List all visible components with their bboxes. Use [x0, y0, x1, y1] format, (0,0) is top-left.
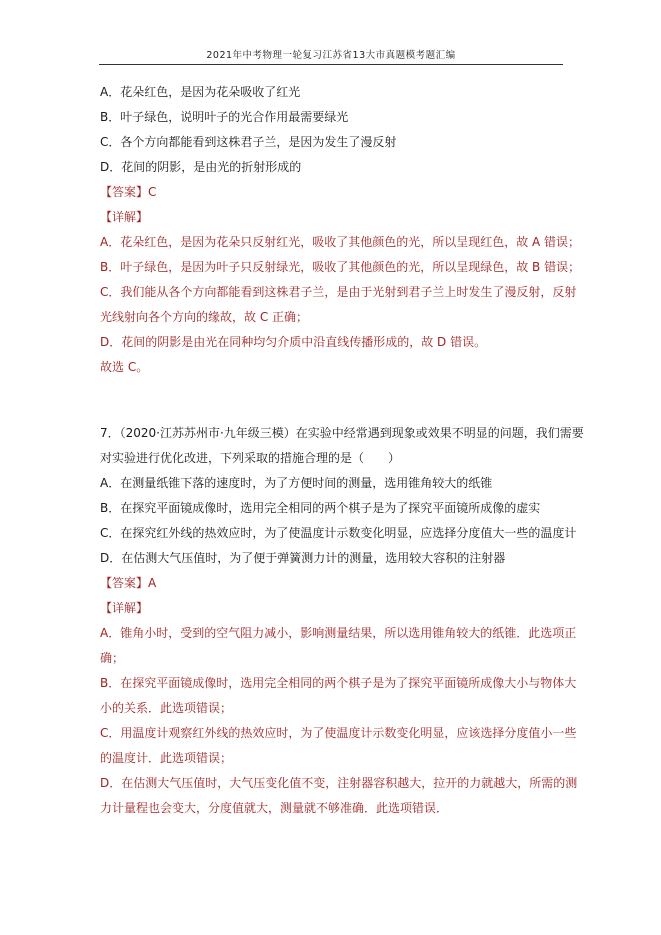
q7-option-b: B．在探究平面镜成像时，选用完全相同的两个棋子是为了探究平面镜所成像的虚实	[100, 501, 541, 515]
q6-option-c: C．各个方向都能看到这株君子兰，是因为发生了漫反射	[100, 135, 397, 149]
q6-detail-c-cont: 光线射向各个方向的缘故，故 C 正确；	[100, 310, 309, 324]
page-header: 2021年中考物理一轮复习江苏省13大市真题模考题汇编	[99, 47, 563, 65]
q6-option-d: D．花间的阴影，是由光的折射形成的	[100, 160, 302, 174]
q7-detail-d-cont: 力计量程也会变大，分度值就大，测量就不够准确．此选项错误．	[100, 801, 449, 815]
q7-detail-d: D．在估测大气压值时，大气压变化值不变，注射器容积越大，拉开的力就越大，所需的测	[100, 776, 578, 790]
q7-option-c: C．在探究红外线的热效应时，为了使温度计示数变化明显，应选择分度值大一些的温度计	[100, 526, 577, 540]
q7-detail-b-cont: 小的关系．此选项错误；	[100, 701, 233, 715]
q6-conclusion: 故选 C。	[100, 360, 149, 374]
q7-detail-a-cont: 确；	[100, 651, 125, 665]
q7-stem-line1: 7．（2020·江苏苏州市·九年级三模）在实验中经常遇到现象或效果不明显的问题，我们需要	[100, 426, 584, 440]
q6-detail-c: C．我们能从各个方向都能看到这株君子兰，是由于光射到君子兰上时发生了漫反射，反射	[100, 285, 577, 299]
q7-detail-c: C．用温度计观察红外线的热效应时，为了使温度计示数变化明显，应该选择分度值小一些	[100, 726, 577, 740]
q7-option-a: A．在测量纸锥下落的速度时，为了方便时间的测量，选用锥角较大的纸锥	[100, 476, 493, 490]
document-body	[100, 80, 584, 821]
q6-detail-label: 【详解】	[100, 210, 149, 224]
q7-detail-b: B．在探究平面镜成像时，选用完全相同的两个棋子是为了探究平面镜所成像大小与物体大	[100, 676, 577, 690]
question-spacer	[100, 380, 562, 421]
q7-detail-c-cont: 的温度计．此选项错误；	[100, 751, 233, 765]
q7-detail-label: 【详解】	[100, 601, 149, 615]
q7-detail-a: A．锥角小时，受到的空气阻力减小，影响测量结果，所以选用锥角较大的纸锥．此选项正	[100, 626, 577, 640]
q6-option-a: A．花朵红色，是因为花朵吸收了红光	[100, 85, 301, 99]
q6-detail-d: D．花间的阴影是由光在同种均匀介质中沿直线传播形成的，故 D 错误。	[100, 335, 487, 349]
q7-stem-line2: 对实验进行优化改进，下列采取的措施合理的是（ ）	[100, 451, 401, 465]
q7-option-d: D．在估测大气压值时，为了便于弹簧测力计的测量，选用较大容积的注射器	[100, 551, 506, 565]
q6-detail-b: B．叶子绿色，是因为叶子只反射绿光，吸收了其他颜色的光，所以呈现绿色，故 B 错误；	[100, 260, 581, 274]
q6-answer: 【答案】C	[100, 185, 157, 199]
q7-answer: 【答案】A	[100, 576, 157, 590]
q6-detail-a: A．花朵红色，是因为花朵只反射红光，吸收了其他颜色的光，所以呈现红色，故 A 错误；	[100, 235, 581, 249]
q6-option-b: B．叶子绿色，说明叶子的光合作用最需要绿光	[100, 110, 349, 124]
